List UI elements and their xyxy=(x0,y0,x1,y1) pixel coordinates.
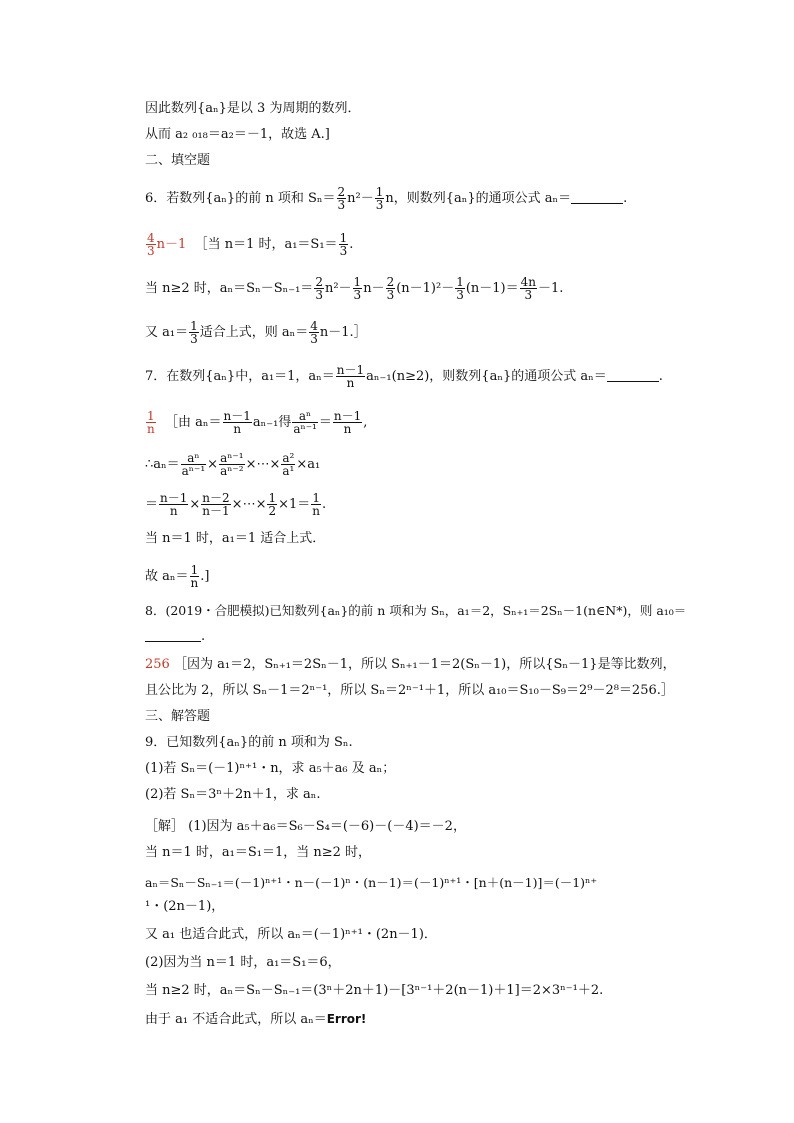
section-heading: 三、解答题 xyxy=(145,709,211,724)
answer-7-line2: ∴aₙ＝ $\frac{\text{aⁿ}}{\text{aⁿ⁻¹}}$ × $\frac{\text{aⁿ⁻¹}}{\text{aⁿ⁻²}}$ ×⋯× $\frac{\text{a²}}{\text{a¹}}$ ×a₁ xyxy=(145,451,321,478)
section-heading: 二、填空题 xyxy=(145,153,211,168)
text-line: 且公比为 2，所以 Sₙ－1＝2ⁿ⁻¹，所以 Sₙ＝2ⁿ⁻¹＋1，所以 a₁₀＝S₁₀－S₉＝2⁹－2⁸＝256.］ xyxy=(145,683,674,698)
answer-7-line1: $\frac{1}{n}$ ［由 aₙ＝ $\frac{n-1}{n}$ aₙ₋₁得 $\frac{\text{aⁿ}}{\text{aⁿ⁻¹}}$ ＝ $\frac{n-1}{n}$ , xyxy=(147,409,368,436)
question-9: 9．已知数列{aₙ}的前 n 项和为 Sₙ. xyxy=(145,735,353,750)
answer-7: $\frac{1}{n}$ xyxy=(147,409,155,436)
question-6: 6．若数列{aₙ}的前 n 项和 Sₙ＝ $\frac{2}{3}$ n²－ $\frac{1}{3}$ n，则数列{aₙ}的通项公式 aₙ＝ . xyxy=(145,185,628,212)
answer-blank xyxy=(145,641,201,642)
solution-9-line: (2)因为当 n＝1 时，a₁＝S₁＝6， xyxy=(145,955,341,970)
solution-9-line: 当 n＝1 时，a₁＝S₁＝1，当 n≥2 时， xyxy=(145,845,372,860)
question-7: 7．在数列{aₙ}中，a₁＝1，aₙ＝ $\frac{n-1}{n}$ aₙ₋₁(n≥2)，则数列{aₙ}的通项公式 aₙ＝ . xyxy=(145,363,663,390)
text-line: 从而 a₂ ₀₁₈＝a₂＝－1，故选 A.] xyxy=(145,127,330,142)
answer-blank xyxy=(607,381,659,382)
answer-6-line3: 又 a₁＝ $\frac{1}{3}$ 适合上式，则 aₙ＝ $\frac{4}{3}$ n－1.］ xyxy=(145,319,367,346)
question-8: 8．(2019・合肥模拟)已知数列{aₙ}的前 n 项和为 Sₙ，a₁＝2，Sₙ₊₁＝2Sₙ－1(n∈N*)，则 a₁₀＝ xyxy=(145,603,687,618)
answer-6: $\frac{4}{3}$ xyxy=(147,231,155,258)
solution-9-line: aₙ＝Sₙ－Sₙ₋₁＝(－1)ⁿ⁺¹・n－(－1)ⁿ・(n－1)＝(－1)ⁿ⁺¹・[n＋(n－1)]＝(－1)ⁿ⁺ xyxy=(145,875,598,890)
answer-6-line2: 当 n≥2 时，aₙ＝Sₙ－Sₙ₋₁＝ $\frac{2}{3}$ n²－ $\frac{1}{3}$ n－ $\frac{2}{3}$ (n－1)²－ $\frac{1}{3}$ (n－1)＝ $\frac{4n}{3}$ －1. xyxy=(145,275,564,302)
answer-8: 256 xyxy=(145,657,170,672)
answer-7-line3: ＝ $\frac{n-1}{n}$ × $\frac{n-2}{n-1}$ ×⋯× $\frac{1}{2}$ ×1＝ $\frac{1}{n}$ . xyxy=(145,491,327,518)
solution-9-line: 当 n≥2 时，aₙ＝Sₙ－Sₙ₋₁＝(3ⁿ＋2n＋1)－[3ⁿ⁻¹＋2(n－1)＋1]＝2×3ⁿ⁻¹＋2. xyxy=(145,983,604,998)
text-line: (2)若 Sₙ＝3ⁿ＋2n＋1，求 aₙ. xyxy=(145,787,321,802)
solution-9-line: ［解］ (1)因为 a₅＋a₆＝S₆－S₄＝(－6)－(－4)＝－2， xyxy=(145,819,466,834)
solution-9-line: ¹・(2n－1)， xyxy=(145,899,225,914)
text-line: 当 n＝1 时，a₁＝1 适合上式． xyxy=(145,531,326,546)
text-line: 因此数列{aₙ}是以 3 为周期的数列． xyxy=(145,101,361,116)
answer-blank xyxy=(571,203,623,204)
answer-7-line5: 故 aₙ＝ $\frac{1}{n}$ .] xyxy=(145,563,210,590)
solution-9-line: 又 a₁ 也适合此式，所以 aₙ＝(－1)ⁿ⁺¹・(2n－1)． xyxy=(145,927,437,942)
error-text: Error! xyxy=(326,1012,367,1026)
answer-6-line1: $\frac{4}{3}$ n－1 ［当 n＝1 时，a₁＝S₁＝ $\frac{1}{3}$ . xyxy=(147,231,354,258)
question-8-blank: . xyxy=(145,628,205,646)
answer-8-line1: 256 ［因为 a₁＝2，Sₙ₊₁＝2Sₙ－1，所以 Sₙ₊₁－1＝2(Sₙ－1)，所以{Sₙ－1}是等比数列， xyxy=(145,657,676,672)
text-line: (1)若 Sₙ＝(－1)ⁿ⁺¹・n，求 a₅＋a₆ 及 aₙ； xyxy=(145,761,396,776)
solution-9-line: 由于 a₁ 不适合此式，所以 aₙ＝Error! xyxy=(145,1012,367,1027)
